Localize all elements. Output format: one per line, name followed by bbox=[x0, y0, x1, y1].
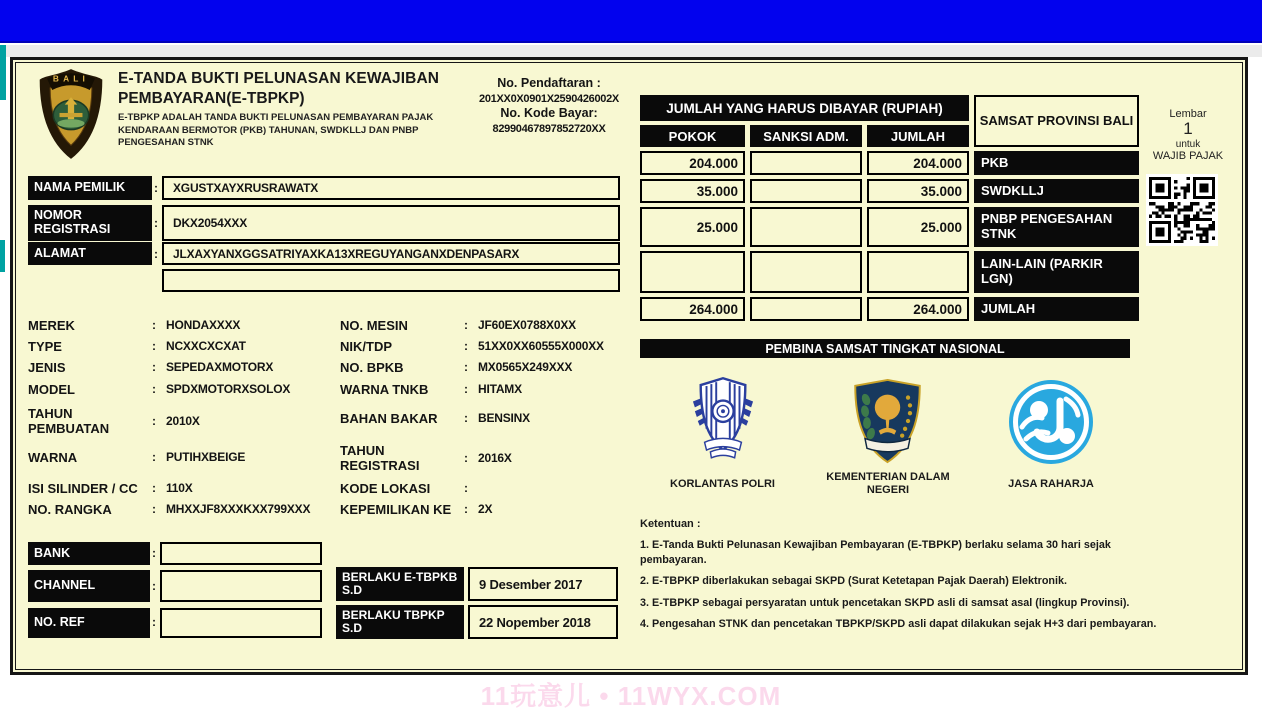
payment-table-title: JUMLAH YANG HARUS DIBAYAR (RUPIAH) bbox=[640, 95, 969, 121]
browser-top-bar bbox=[0, 0, 1262, 43]
no-bpkb-label: NO. BPKB bbox=[340, 360, 404, 375]
tahun-pembuatan-label: TAHUN PEMBUATAN bbox=[28, 405, 110, 436]
registration-numbers bbox=[438, 76, 660, 136]
channel-value bbox=[160, 570, 322, 602]
swdkllj-jumlah: 35.000 bbox=[867, 179, 969, 203]
payment-table bbox=[640, 95, 1139, 321]
no-ref-value bbox=[160, 608, 322, 638]
kepemilikan-value: 2X bbox=[478, 502, 493, 516]
colon: : bbox=[464, 502, 468, 516]
colon: : bbox=[152, 579, 156, 593]
no-rangka-label: NO. RANGKA bbox=[28, 502, 112, 517]
polda-bali-logo bbox=[36, 66, 106, 162]
model-label: MODEL bbox=[28, 382, 75, 397]
teal-accent-mid bbox=[0, 240, 5, 272]
berlaku-etbpkb-value: 9 Desember 2017 bbox=[468, 567, 618, 601]
kemendagri-logo bbox=[851, 378, 924, 464]
row-label-lain: LAIN-LAIN (PARKIR LGN) bbox=[974, 251, 1139, 293]
ketentuan-heading: Ketentuan : bbox=[640, 518, 701, 530]
isi-silinder-value: 110X bbox=[166, 481, 193, 495]
alamat-value-line2 bbox=[162, 269, 620, 292]
wajib-pajak-label: WAJIB PAJAK bbox=[1152, 149, 1224, 162]
total-jumlah: 264.000 bbox=[867, 297, 969, 321]
row-label-pkb: PKB bbox=[974, 151, 1139, 175]
pnbp-jumlah: 25.000 bbox=[867, 207, 969, 247]
colon: : bbox=[152, 360, 156, 374]
colon: : bbox=[154, 181, 158, 195]
ketentuan-item-1: 1. E-Tanda Bukti Pelunasan Kewajiban Pembayaran (E-TBPKP) berlaku selama 30 hari sejak pembayaran. bbox=[640, 539, 1111, 566]
tahun-registrasi-label: TAHUN REGISTRASI bbox=[340, 442, 420, 473]
colon: : bbox=[464, 481, 468, 495]
lain-sanksi bbox=[750, 251, 862, 293]
type-value: NCXXCXCXAT bbox=[166, 339, 246, 353]
ketentuan-section bbox=[640, 518, 1170, 639]
colon: : bbox=[152, 318, 156, 332]
total-pokok: 264.000 bbox=[640, 297, 745, 321]
colon: : bbox=[464, 411, 468, 425]
doc-title-line1: E-TANDA BUKTI PELUNASAN KEWAJIBAN bbox=[118, 70, 440, 87]
berlaku-tbpkp-label: BERLAKU TBPKP S.D bbox=[336, 605, 464, 639]
nomor-registrasi-value: DKX2054XXX bbox=[162, 205, 620, 241]
no-mesin-label: NO. MESIN bbox=[340, 318, 408, 333]
colon: : bbox=[464, 382, 468, 396]
no-pendaftaran-label: No. Pendaftaran : bbox=[497, 76, 601, 90]
nama-pemilik-value: XGUSTXAYXRUSRAWATX bbox=[162, 176, 620, 200]
kepemilikan-label: KEPEMILIKAN KE bbox=[340, 502, 452, 517]
colon: : bbox=[464, 339, 468, 353]
warna-tnkb-label: WARNA TNKB bbox=[340, 382, 429, 397]
colon: : bbox=[464, 360, 468, 374]
swdkllj-sanksi bbox=[750, 179, 862, 203]
no-bpkb-value: MX0565X249XXX bbox=[478, 360, 573, 374]
channel-label: CHANNEL bbox=[28, 570, 150, 602]
pnbp-sanksi bbox=[750, 207, 862, 247]
pkb-sanksi bbox=[750, 151, 862, 175]
col-header-sanksi: SANKSI ADM. bbox=[750, 125, 862, 147]
untuk-label: untuk bbox=[1175, 138, 1201, 150]
row-label-pnbp: PNBP PENGESAHAN STNK bbox=[974, 207, 1139, 247]
ketentuan-item-4: 4. Pengesahan STNK dan pencetakan TBPKP/SKPD asli dapat dilakukan sejak H+3 dari pembayaran. bbox=[640, 618, 1157, 631]
no-kode-bayar-label: No. Kode Bayar: bbox=[500, 105, 598, 120]
lembar-number: 1 bbox=[1183, 119, 1193, 138]
model-value: SPDXMOTORXSOLOX bbox=[166, 382, 291, 396]
colon: : bbox=[152, 481, 156, 495]
no-mesin-value: JF60EX0788X0XX bbox=[478, 318, 576, 332]
pnbp-pokok: 25.000 bbox=[640, 207, 745, 247]
colon: : bbox=[152, 502, 156, 516]
colon: : bbox=[154, 216, 158, 230]
merek-label: MEREK bbox=[28, 318, 75, 333]
warna-label: WARNA bbox=[28, 450, 78, 465]
samsat-office-label: SAMSAT PROVINSI BALI bbox=[974, 95, 1139, 147]
swdkllj-pokok: 35.000 bbox=[640, 179, 745, 203]
colon: : bbox=[154, 247, 158, 261]
row-label-jumlah: JUMLAH bbox=[974, 297, 1139, 321]
korlantas-polri-caption: KORLANTAS POLRI bbox=[670, 478, 775, 490]
no-pendaftaran-value: 201XX0X0901X2590426002X bbox=[479, 92, 619, 105]
no-ref-label: NO. REF bbox=[28, 608, 150, 638]
bali-logo-text: BALI bbox=[52, 73, 90, 84]
colon: : bbox=[152, 615, 156, 629]
bank-value bbox=[160, 542, 322, 565]
site-watermark: 11玩意儿 • 11WYX.COM bbox=[480, 681, 782, 710]
colon: : bbox=[152, 414, 156, 428]
kemendagri-caption: KEMENTERIAN DALAM NEGERI bbox=[826, 471, 950, 497]
lain-pokok bbox=[640, 251, 745, 293]
nik-tdp-label: NIK/TDP bbox=[340, 339, 392, 354]
berlaku-tbpkp-value: 22 Nopember 2018 bbox=[468, 605, 618, 639]
ketentuan-item-2: 2. E-TBPKP diberlakukan sebagai SKPD (Surat Ketetapan Pajak Daerah) Elektronik. bbox=[640, 575, 1068, 588]
doc-subtitle: E-TBPKP ADALAH TANDA BUKTI PELUNASAN PEMBAYARAN PAJAK KENDARAAN BERMOTOR (PKB) TAHUNAN, SWDKLLJ DAN PNBP PENGESAHAN STNK bbox=[118, 112, 434, 149]
colon: : bbox=[152, 546, 156, 560]
type-label: TYPE bbox=[28, 339, 62, 354]
colon: : bbox=[152, 382, 156, 396]
nik-tdp-value: 51XX0XX60555X000XX bbox=[478, 339, 604, 353]
row-label-swdkllj: SWDKLLJ bbox=[974, 179, 1139, 203]
pkb-pokok: 204.000 bbox=[640, 151, 745, 175]
copy-info bbox=[1134, 108, 1242, 162]
merek-value: HONDAXXXX bbox=[166, 318, 241, 332]
isi-silinder-label: ISI SILINDER / CC bbox=[28, 481, 138, 496]
teal-accent-top bbox=[0, 45, 6, 100]
bahan-bakar-label: BAHAN BAKAR bbox=[340, 411, 438, 426]
alamat-value: JLXAXYANXGGSATRIYAXKA13XREGUYANGANXDENPASARX bbox=[162, 242, 620, 265]
jasa-raharja-logo bbox=[1008, 379, 1094, 465]
colon: : bbox=[464, 451, 468, 465]
warna-tnkb-value: HITAMX bbox=[478, 382, 522, 396]
tahun-registrasi-value: 2016X bbox=[478, 451, 512, 465]
col-header-pokok: POKOK bbox=[640, 125, 745, 147]
berlaku-etbpkb-label: BERLAKU E-TBPKB S.D bbox=[336, 567, 464, 601]
pembina-title-bar: PEMBINA SAMSAT TINGKAT NASIONAL bbox=[640, 339, 1130, 358]
pkb-jumlah: 204.000 bbox=[867, 151, 969, 175]
korlantas-polri-logo bbox=[691, 372, 755, 466]
lain-jumlah bbox=[867, 251, 969, 293]
jasa-raharja-caption: JASA RAHARJA bbox=[1008, 478, 1094, 490]
total-sanksi bbox=[750, 297, 862, 321]
colon: : bbox=[464, 318, 468, 332]
bahan-bakar-value: BENSINX bbox=[478, 411, 530, 425]
tahun-pembuatan-value: 2010X bbox=[166, 414, 200, 428]
nomor-registrasi-label: NOMOR REGISTRASI bbox=[28, 205, 152, 241]
colon: : bbox=[152, 450, 156, 464]
jenis-label: JENIS bbox=[28, 360, 66, 375]
warna-value: PUTIHXBEIGE bbox=[166, 450, 246, 464]
ketentuan-item-3: 3. E-TBPKP sebagai persyaratan untuk pencetakan SKPD asli di samsat asal (lingkup Provinsi). bbox=[640, 596, 1130, 609]
doc-title-line2: PEMBAYARAN(E-TBPKP) bbox=[118, 90, 305, 107]
page-background-strip bbox=[0, 45, 1262, 57]
alamat-label: ALAMAT bbox=[28, 242, 152, 265]
qr-code bbox=[1146, 174, 1218, 246]
lembar-label: Lembar bbox=[1169, 108, 1207, 120]
col-header-jumlah: JUMLAH bbox=[867, 125, 969, 147]
no-rangka-value: MHXXJF8XXXKXX799XXX bbox=[166, 502, 311, 516]
jenis-value: SEPEDAXMOTORX bbox=[166, 360, 274, 374]
kode-lokasi-label: KODE LOKASI bbox=[340, 481, 431, 496]
no-kode-bayar-value: 82990467897852720XX bbox=[492, 122, 606, 135]
colon: : bbox=[152, 339, 156, 353]
bank-label: BANK bbox=[28, 542, 150, 565]
nama-pemilik-label: NAMA PEMILIK bbox=[28, 176, 152, 200]
